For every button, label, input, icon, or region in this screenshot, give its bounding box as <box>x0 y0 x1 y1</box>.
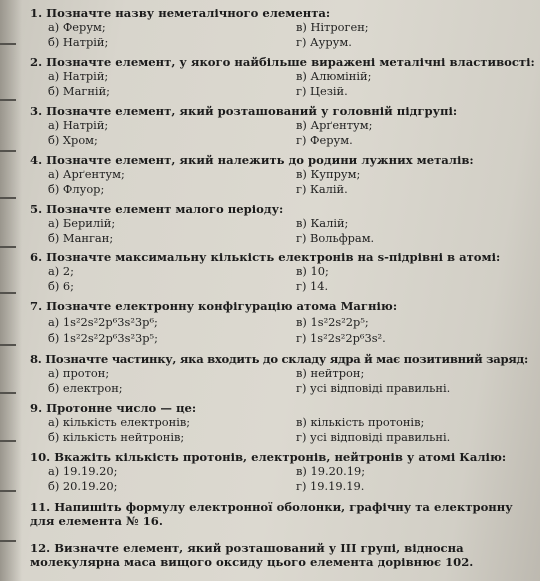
question-text: 8. Позначте частинку, яка входить до складу ядра й має позитивний заряд: <box>30 352 528 366</box>
question-1 <box>30 6 535 50</box>
option-b[interactable]: б) Натрій; <box>48 35 109 49</box>
option-b[interactable]: б) Магній; <box>48 84 111 98</box>
option-v[interactable]: в) 19.20.19; <box>296 464 366 478</box>
option-v[interactable]: в) Алюміній; <box>296 69 372 83</box>
answer-options <box>48 20 535 50</box>
question-6 <box>30 250 535 294</box>
option-v[interactable]: в) Нітроген; <box>296 20 369 34</box>
option-g[interactable]: г) усі відповіді правильні. <box>296 430 451 444</box>
option-g[interactable]: г) усі відповіді правильні. <box>296 381 451 395</box>
question-10 <box>30 450 535 494</box>
option-b[interactable]: б) кількість нейтронів; <box>48 430 185 444</box>
margin-mark <box>0 344 16 346</box>
margin-mark <box>0 150 16 152</box>
answer-options <box>48 167 535 197</box>
question-text: 10. Вкажіть кількість протонів, електронів, нейтронів у атомі Калію: <box>30 450 507 464</box>
option-g[interactable]: г) Вольфрам. <box>296 231 375 245</box>
question-text: 2. Позначте елемент, у якого найбільше виражені металічні властивості: <box>30 55 535 69</box>
option-g[interactable]: г) Калій. <box>296 182 348 196</box>
option-v[interactable]: в) кількість протонів; <box>296 415 425 429</box>
answer-options <box>48 118 535 148</box>
question-11 <box>30 500 535 528</box>
option-v[interactable]: в) 1s²2s²2p⁵; <box>296 315 369 329</box>
question-2 <box>30 55 535 99</box>
option-a[interactable]: а) протон; <box>48 366 110 380</box>
question-text: 7. Позначте електронну конфігурацію атома Магнію: <box>30 299 398 313</box>
question-text: 3. Позначте елемент, який розташований у головній підгрупі: <box>30 104 458 118</box>
margin-mark <box>0 99 16 101</box>
margin-mark <box>0 43 16 45</box>
answer-options <box>48 69 535 99</box>
option-b[interactable]: б) Флуор; <box>48 182 105 196</box>
question-text: 1. Позначте назву неметалічного елемента: <box>30 6 331 20</box>
answer-options <box>48 313 535 347</box>
option-a[interactable]: а) Натрій; <box>48 118 109 132</box>
option-v[interactable]: в) Калій; <box>296 216 349 230</box>
option-a[interactable]: а) Натрій; <box>48 69 109 83</box>
question-text: 12. Визначте елемент, який розташований у III групі, відносна молекулярна маса вищого оксиду цього елемента дорівнює 102. <box>30 541 474 569</box>
option-v[interactable]: в) Купрум; <box>296 167 361 181</box>
option-a[interactable]: а) 2; <box>48 264 74 278</box>
question-12 <box>30 541 535 569</box>
margin-mark <box>0 440 16 442</box>
option-g[interactable]: г) 19.19.19. <box>296 479 365 493</box>
option-a[interactable]: а) кількість електронів; <box>48 415 191 429</box>
option-a[interactable]: а) 1s²2s²2p⁶3s²3p⁶; <box>48 315 158 329</box>
page-shadow <box>0 0 22 581</box>
answer-options <box>48 216 535 246</box>
option-a[interactable]: а) Арґентум; <box>48 167 125 181</box>
option-g[interactable]: г) Ферум. <box>296 133 353 147</box>
answer-options <box>48 464 535 494</box>
answer-options <box>48 415 535 445</box>
question-8 <box>30 352 535 396</box>
option-g[interactable]: г) Аурум. <box>296 35 352 49</box>
option-v[interactable]: в) 10; <box>296 264 329 278</box>
option-b[interactable]: б) Манган; <box>48 231 114 245</box>
margin-mark <box>0 292 16 294</box>
option-a[interactable]: а) 19.19.20; <box>48 464 118 478</box>
question-7 <box>30 299 535 347</box>
option-g[interactable]: г) Цезій. <box>296 84 348 98</box>
question-text: 6. Позначте максимальну кількість електронів на s-підрівні в атомі: <box>30 250 501 264</box>
answer-options <box>48 366 535 396</box>
question-text: 5. Позначте елемент малого періоду: <box>30 202 284 216</box>
answer-options <box>48 264 535 294</box>
option-b[interactable]: б) електрон; <box>48 381 123 395</box>
question-4 <box>30 153 535 197</box>
option-b[interactable]: б) 20.19.20; <box>48 479 118 493</box>
option-v[interactable]: в) нейтрон; <box>296 366 365 380</box>
option-a[interactable]: а) Ферум; <box>48 20 106 34</box>
question-text: 9. Протонне число — це: <box>30 401 197 415</box>
margin-mark <box>0 197 16 199</box>
option-a[interactable]: а) Берилій; <box>48 216 116 230</box>
option-b[interactable]: б) 1s²2s²2p⁶3s²3p⁵; <box>48 331 158 345</box>
question-text: 11. Напишіть формулу електронної оболонки, графічну та електронну для елемента № 16. <box>30 500 513 528</box>
question-5 <box>30 202 535 246</box>
margin-mark <box>0 246 16 248</box>
margin-mark <box>0 490 16 492</box>
option-v[interactable]: в) Арґентум; <box>296 118 373 132</box>
option-g[interactable]: г) 14. <box>296 279 329 293</box>
option-b[interactable]: б) Хром; <box>48 133 98 147</box>
question-text: 4. Позначте елемент, який належить до родини лужних металів: <box>30 153 474 167</box>
question-9 <box>30 401 535 445</box>
question-3 <box>30 104 535 148</box>
margin-mark <box>0 392 16 394</box>
margin-mark <box>0 540 16 542</box>
option-g[interactable]: г) 1s²2s²2p⁶3s². <box>296 331 386 345</box>
option-b[interactable]: б) 6; <box>48 279 75 293</box>
